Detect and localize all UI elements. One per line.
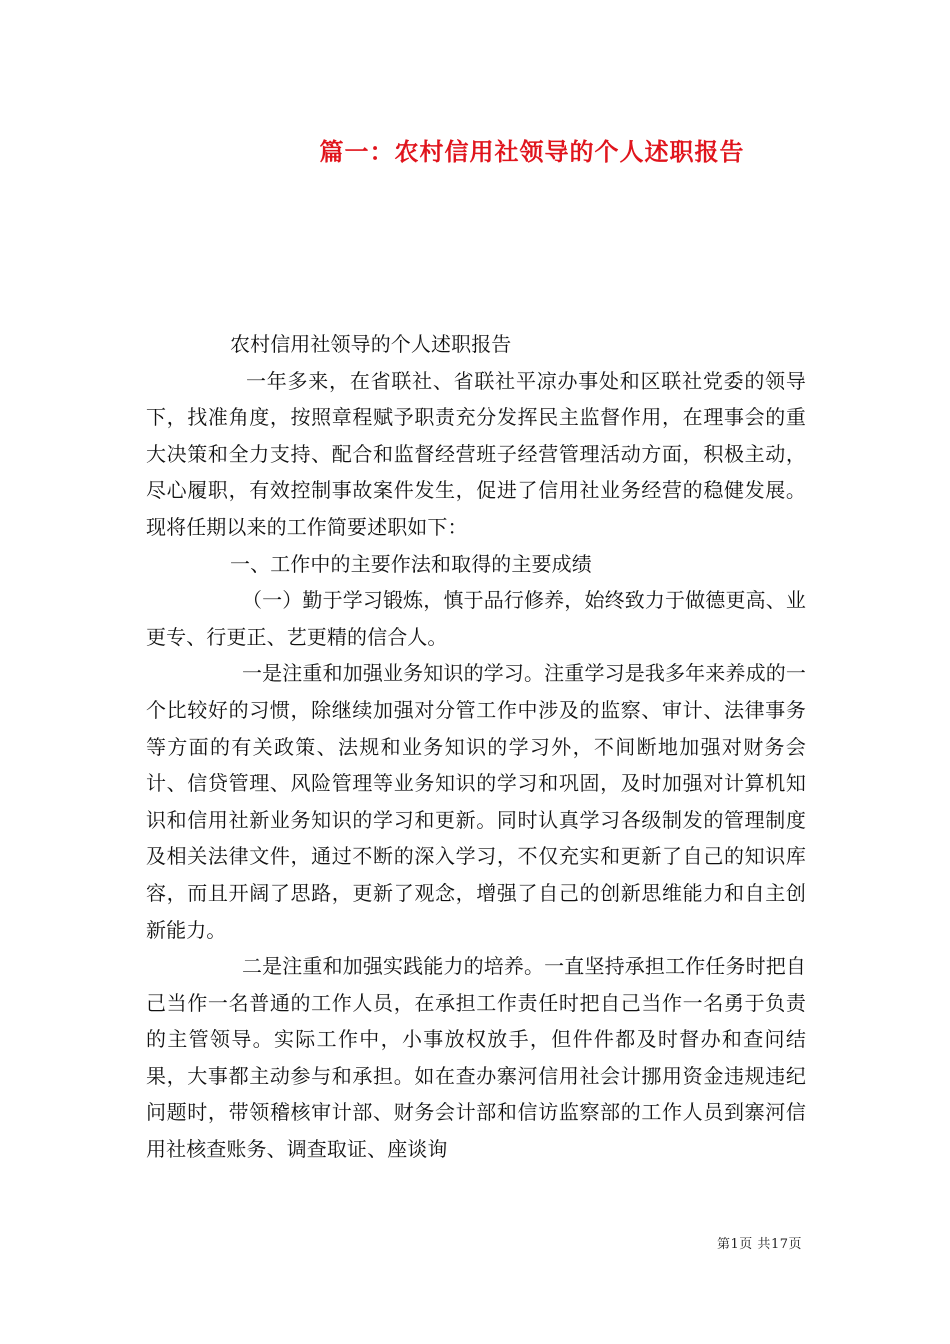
footer-current-page: 1 (730, 1237, 740, 1252)
footer-prefix: 第 (717, 1237, 731, 1252)
document-body (146, 326, 806, 1168)
footer-total-pages: 17 (770, 1237, 789, 1252)
document-title: 篇一：农村信用社领导的个人述职报告 (319, 137, 745, 166)
document-subtitle: 农村信用社领导的个人述职报告 (230, 332, 512, 356)
footer-suffix: 页 (788, 1237, 802, 1252)
subsection-heading-1: （一）勤于学习锻炼，慎于品行修养，始终致力于做德更高、业更专、行更正、艺更精的信合人。 (146, 588, 806, 649)
page-footer (717, 1233, 802, 1252)
paragraph-practice: 二是注重和加强实践能力的培养。一直坚持承担工作任务时把自己当作一名普通的工作人员，在承担工作责任时把自己当作一名勇于负责的主管领导。实际工作中，小事放权放手，但件件都及时督办和查问结果，大事都主动参与和承担。如在查办寨河信用社会计挪用资金违规违纪问题时，带领稽核审计部、财务会计部和信访监察部的工作人员到寨河信用社核查账务、调查取证、座谈询 (146, 954, 806, 1162)
paragraph-intro: 一年多来，在省联社、省联社平凉办事处和区联社党委的领导下，找准角度，按照章程赋予职责充分发挥民主监督作用，在理事会的重大决策和全力支持、配合和监督经营班子经营管理活动方面，积极主动，尽心履职，有效控制事故案件发生，促进了信用社业务经营的稳健发展。现将任期以来的工作简要述职如下： (146, 368, 806, 539)
paragraph-study: 一是注重和加强业务知识的学习。注重学习是我多年来养成的一个比较好的习惯，除继续加强对分管工作中涉及的监察、审计、法律事务等方面的有关政策、法规和业务知识的学习外，不间断地加强对财务会计、信贷管理、风险管理等业务知识的学习和巩固，及时加强对计算机知识和信用社新业务知识的学习和更新。同时认真学习各级制发的管理制度及相关法律文件，通过不断的深入学习，不仅充实和更新了自己的知识库容，而且开阔了思路，更新了观念，增强了自己的创新思维能力和自主创新能力。 (146, 661, 806, 942)
footer-middle: 页 共 (739, 1237, 771, 1252)
section-heading-1: 一、工作中的主要作法和取得的主要成绩 (230, 551, 592, 576)
